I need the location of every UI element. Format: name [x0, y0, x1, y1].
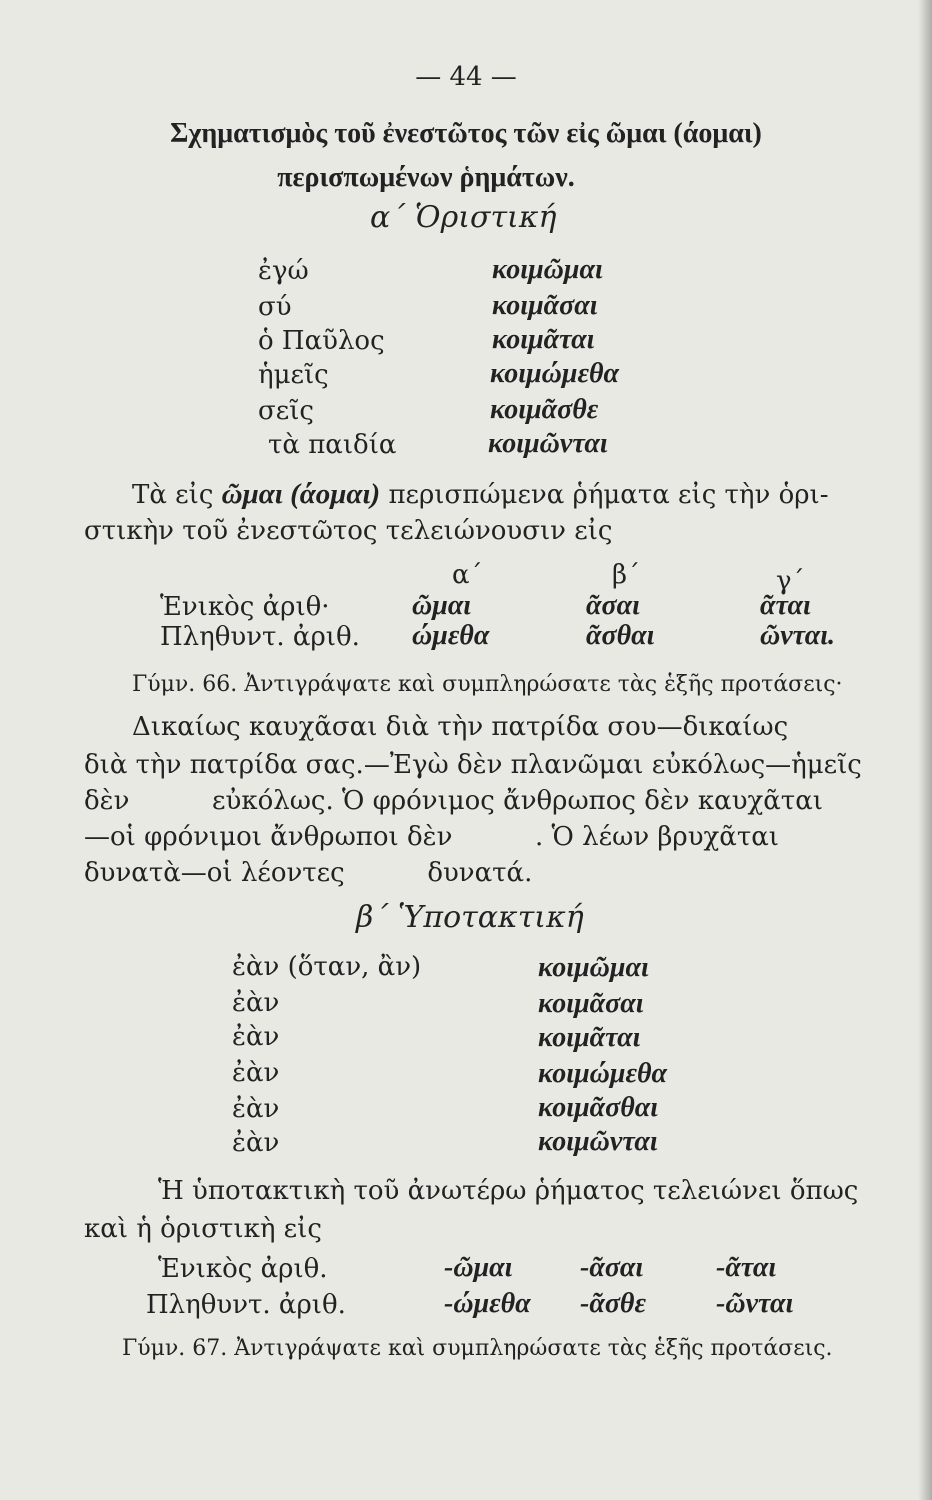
- conjunction-4: ἐὰν: [232, 1058, 280, 1088]
- exercise-66-line-4: —οἱ φρόνιμοι ἄνθρωποι δὲν . Ὁ λέων βρυχᾶται: [84, 822, 779, 852]
- exercise-66-line-3: δὲν εὐκόλως. Ὁ φρόνιμος ἄνθρωπος δὲν καυχᾶται: [84, 786, 823, 816]
- conjunction-2: ἐὰν: [232, 988, 280, 1018]
- ending-plural-b: ᾶσθαι: [586, 620, 655, 651]
- ending2-plural-b: -ᾶσθε: [580, 1288, 646, 1319]
- paragraph-1-ending-bold: ῶμαι (άομαι): [221, 478, 381, 510]
- conjunction-1: ἐὰν (ὅταν, ἂν): [232, 952, 422, 982]
- ending2-plural-c: -ῶνται: [716, 1288, 794, 1319]
- ending-singular-a: ῶμαι: [412, 590, 472, 621]
- ending2-plural-a: -ώμεθα: [444, 1288, 531, 1319]
- paragraph-1-line-1: [132, 478, 829, 511]
- ending2-singular-a: -ῶμαι: [444, 1252, 513, 1283]
- row-label-plural: Πληθυντ. ἀριθ.: [160, 622, 360, 652]
- exercise-66-line-5: δυνατὰ—οἱ λέοντες δυνατά.: [84, 858, 533, 888]
- subjunctive-form-1: κοιμῶμαι: [538, 952, 649, 983]
- column-header-c: γ΄: [776, 566, 805, 596]
- conjunction-3: ἐὰν: [232, 1022, 280, 1052]
- ending-singular-c: ᾶται: [760, 590, 811, 621]
- conjunction-6: ἐὰν: [232, 1128, 280, 1158]
- column-header-b: β΄: [612, 560, 641, 590]
- conjunction-5: ἐὰν: [232, 1094, 280, 1124]
- subsection-title-a: α΄ Ὁριστική: [370, 200, 557, 235]
- verb-form-3: κοιμᾶται: [492, 324, 595, 355]
- page-edge-shadow: [918, 0, 932, 1500]
- row-label-singular-2: Ἑνικὸς ἀριθ.: [158, 1254, 328, 1284]
- pronoun-4: ἡμεῖς: [258, 360, 329, 390]
- paragraph-1-text-post: περισπώμενα ῥήματα εἰς τὴν ὁρι-: [380, 480, 829, 510]
- subjunctive-form-2: κοιμᾶσαι: [538, 988, 644, 1019]
- ending2-singular-c: -ᾶται: [716, 1252, 777, 1283]
- column-header-a: α΄: [452, 560, 483, 590]
- verb-form-6: κοιμῶνται: [488, 428, 608, 459]
- row-label-singular: Ἑνικὸς ἀριθ·: [160, 592, 330, 622]
- exercise-67-title: Γύμν. 67. Ἀντιγράψατε καὶ συμπληρώσατε τὰς ἑξῆς προτάσεις.: [122, 1336, 833, 1361]
- paragraph-2-line-2: καὶ ἡ ὁριστικὴ εἰς: [84, 1214, 322, 1244]
- verb-form-1: κοιμῶμαι: [492, 254, 603, 285]
- subjunctive-form-5: κοιμᾶσθαι: [538, 1092, 659, 1123]
- pronoun-6: τὰ παιδία: [268, 430, 397, 460]
- pronoun-3: ὁ Παῦλος: [258, 326, 385, 356]
- ending-plural-a: ώμεθα: [412, 620, 490, 651]
- subjunctive-form-6: κοιμῶνται: [538, 1126, 658, 1157]
- subjunctive-form-4: κοιμώμεθα: [538, 1058, 667, 1089]
- row-label-plural-2: Πληθυντ. ἀριθ.: [146, 1290, 346, 1320]
- section-heading-line2: περισπωμένων ῥημάτων.: [277, 162, 575, 193]
- paragraph-1-line-2: στικὴν τοῦ ἐνεστῶτος τελειώνουσιν εἰς: [84, 516, 613, 546]
- pronoun-2: σύ: [258, 292, 292, 322]
- verb-form-5: κοιμᾶσθε: [490, 394, 599, 425]
- page-number: — 44 —: [415, 62, 517, 92]
- section-heading-line1: Σχηματισμὸς τοῦ ἐνεστῶτος τῶν εἰς ῶμαι (άομαι): [170, 118, 762, 149]
- ending-plural-c: ῶνται.: [760, 620, 835, 651]
- verb-form-4: κοιμώμεθα: [490, 358, 619, 389]
- exercise-66-line-1: Δικαίως καυχᾶσαι διὰ τὴν πατρίδα σου—δικαίως: [132, 712, 789, 742]
- subjunctive-form-3: κοιμᾶται: [538, 1022, 641, 1053]
- pronoun-1: ἐγώ: [258, 256, 309, 286]
- paragraph-2-line-1: Ἡ ὑποτακτικὴ τοῦ ἀνωτέρω ῥήματος τελειώνει ὅπως: [158, 1176, 859, 1206]
- exercise-66-title: Γύμν. 66. Ἀντιγράψατε καὶ συμπληρώσατε τὰς ἑξῆς προτάσεις·: [132, 672, 843, 697]
- pronoun-5: σεῖς: [258, 396, 314, 426]
- paragraph-1-text-pre: Τὰ εἰς: [132, 480, 222, 510]
- ending2-singular-b: -ᾶσαι: [580, 1252, 644, 1283]
- subsection-title-b: β΄ Ὑποτακτική: [356, 900, 584, 935]
- exercise-66-line-2: διὰ τὴν πατρίδα σας.—Ἐγὼ δὲν πλανῶμαι εὐκόλως—ἡμεῖς: [84, 750, 862, 780]
- verb-form-2: κοιμᾶσαι: [492, 290, 598, 321]
- ending-singular-b: ᾶσαι: [586, 590, 640, 621]
